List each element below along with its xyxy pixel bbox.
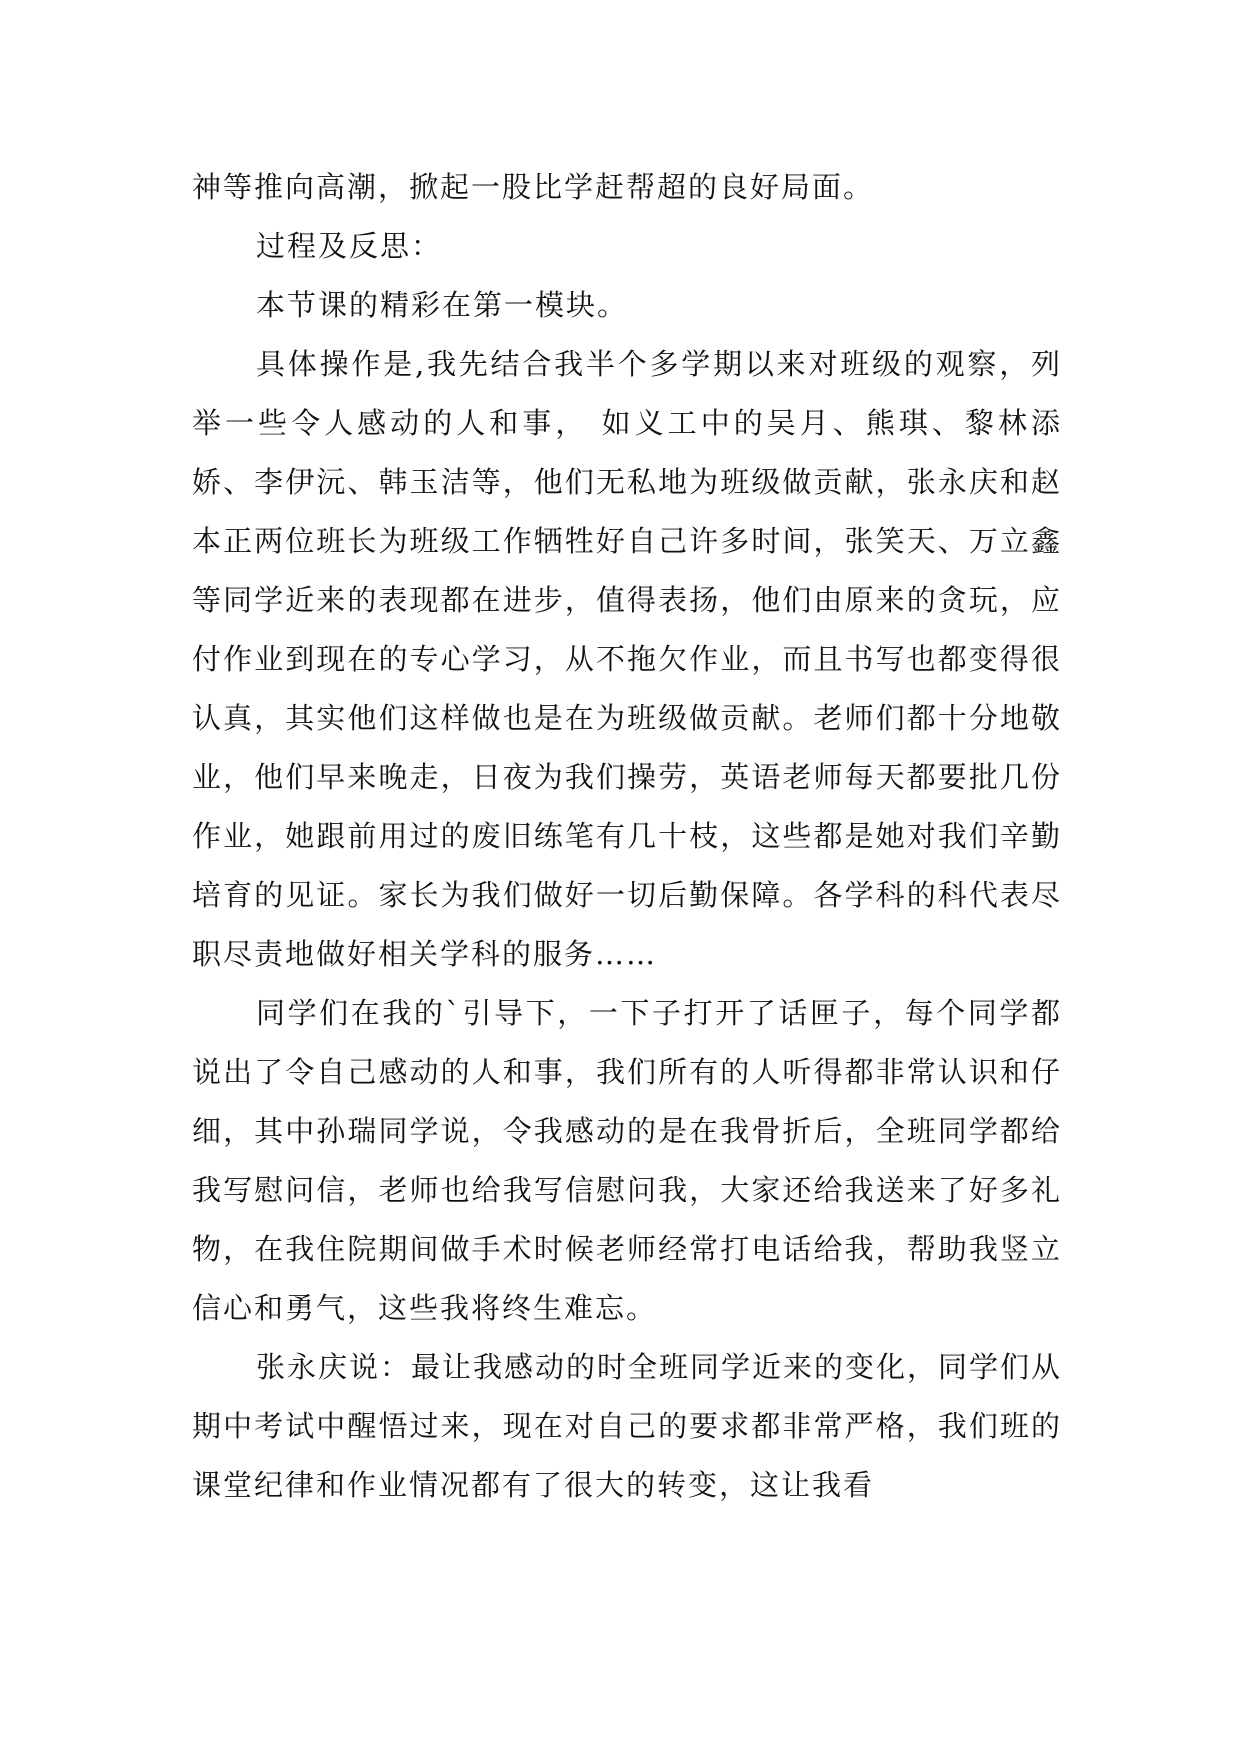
paragraph: 同学们在我的`引导下，一下子打开了话匣子，每个同学都说出了令自己感动的人和事，我们所有的人听得都非常认识和仔细，其中孙瑞同学说，令我感动的是在我骨折后，全班同学都给我写慰问信，老师也给我写信慰问我，大家还给我送来了好多礼物，在我住院期间做手术时候老师经常打电话给我，帮助我竖立信心和勇气，这些我将终生难忘。	[192, 996, 1062, 1325]
paragraph: 张永庆说：最让我感动的时全班同学近来的变化，同学们从期中考试中醒悟过来，现在对自己的要求都非常严格，我们班的课堂纪律和作业情况都有了很大的转变，这让我看	[192, 1350, 1063, 1502]
paragraph: 神等推向高潮，掀起一股比学赶帮超的良好局面。	[192, 170, 875, 204]
document-body	[192, 158, 1062, 1515]
paragraph: 具体操作是,我先结合我半个多学期以来对班级的观察，列举一些令人感动的人和事， 如义工中的吴月、熊琪、黎林添娇、李伊沅、韩玉洁等，他们无私地为班级做贡献，张永庆和赵本正两位班长为班级工作牺牲好自己许多时间，张笑天、万立鑫等同学近来的表现都在进步，值得表扬，他们由原来的贪玩，应付作业到现在的专心学习，从不拖欠作业，而且书写也都变得很认真，其实他们这样做也是在为班级做贡献。老师们都十分地敬业，他们早来晚走，日夜为我们操劳，英语老师每天都要批几份作业，她跟前用过的废旧练笔有几十枝，这些都是她对我们辛勤培育的见证。家长为我们做好一切后勤保障。各学科的科代表尽职尽责地做好相关学科的服务……	[192, 347, 1062, 971]
section-heading: 过程及反思：	[256, 229, 443, 263]
paragraph: 本节课的精彩在第一模块。	[256, 288, 629, 322]
